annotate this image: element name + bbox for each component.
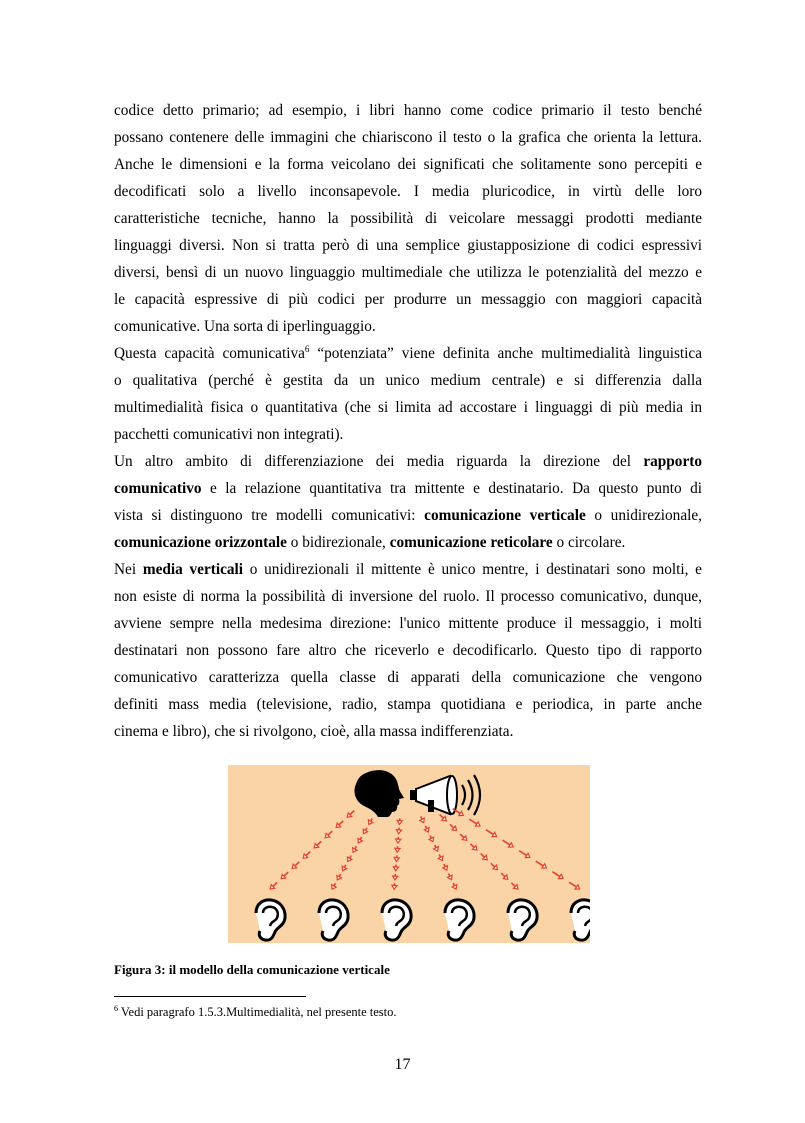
bold-term: rapporto	[643, 453, 702, 470]
vertical-communication-figure	[228, 765, 590, 943]
body-line-2: possano contenere delle immagini che chiariscono il testo o la grafica che orienta la lettura.	[114, 129, 702, 146]
figure-caption: Figura 3: il modello della comunicazione verticale	[114, 962, 390, 977]
footnote-text: Vedi paragrafo 1.5.3.Multimedialità, nel presente testo.	[118, 1005, 397, 1019]
footnote	[114, 1005, 397, 1020]
body-line-12: multimedialità fisica o quantitativa (che si limita ad accostare i linguaggi di più media in	[114, 399, 702, 416]
body-line-24: cinema e libro), che si rivolgono, cioè, alla massa indifferenziata.	[114, 723, 514, 740]
body-line-1: codice detto primario; ad esempio, i libri hanno come codice primario il testo benché	[114, 102, 702, 119]
body-line-9: comunicative. Una sorta di iperlinguaggio.	[114, 318, 376, 335]
body-line-5: caratteristiche tecniche, hanno la possibilità di veicolare messaggi prodotti mediante	[114, 210, 702, 227]
body-line-13: pacchetti comunicativi non integrati).	[114, 426, 344, 443]
footnote-number: 6	[114, 1004, 118, 1013]
bold-term: comunicazione verticale	[424, 507, 586, 524]
bold-term: comunicazione orizzontale	[114, 534, 287, 551]
body-line-16: vista si distinguono tre modelli comunicativi: comunicazione verticale o unidirezionale,	[114, 507, 702, 524]
body-line-8: le capacità espressive di più codici per produrre un messaggio con maggiori capacità	[114, 291, 702, 308]
body-line-10: Questa capacità comunicativa$^6$ “potenziata” viene definita anche multimedialità linguistica	[114, 344, 703, 362]
page-number: 17	[394, 1056, 411, 1073]
footnote-ref[interactable]: 6	[304, 344, 310, 354]
body-line-6: linguaggi diversi. Non si tratta però di una semplice giustapposizione di codici espressivi	[114, 237, 702, 254]
bold-term: comunicativo	[114, 480, 202, 497]
body-line-22: comunicativo caratterizza quella classe di apparati della comunicazione che vengono	[114, 669, 702, 686]
bold-term: media verticali	[142, 561, 244, 578]
body-line-23: definiti mass media (televisione, radio, stampa quotidiana e periodica, in parte anche	[114, 696, 702, 713]
body-line-19: non esiste di norma la possibilità di inversione del ruolo. Il processo comunicativo, dunque,	[114, 588, 702, 605]
body-line-7: diversi, bensì di un nuovo linguaggio multimediale che utilizza le potenzialità del mezzo e	[114, 264, 702, 281]
body-line-17: comunicazione orizzontale o bidirezionale, comunicazione reticolare o circolare.	[114, 534, 626, 551]
body-line-11: o qualitativa (perché è gestita da un unico medium centrale) e si differenzia dalla	[114, 372, 702, 389]
body-line-3: Anche le dimensioni e la forma veicolano dei significati che solitamente sono percepiti e	[114, 156, 702, 173]
bold-term: comunicazione reticolare	[389, 534, 553, 551]
ear-icon	[571, 900, 590, 940]
body-line-15: comunicativo e la relazione quantitativa tra mittente e destinatario. Da questo punto di	[114, 480, 702, 497]
footnote-rule	[114, 996, 306, 997]
body-line-18: Nei media verticali o unidirezionali il mittente è unico mentre, i destinatari sono molti, e	[114, 561, 702, 578]
body-line-4: decodificati solo a livello inconsapevole. I media pluricodice, in virtù delle loro	[114, 183, 702, 200]
body-line-21: destinatari non possono fare altro che riceverlo e decodificarlo. Questo tipo di rapporto	[114, 642, 702, 659]
body-line-14: Un altro ambito di differenziazione dei media riguarda la direzione del rapporto	[114, 453, 702, 470]
body-line-20: avviene sempre nella medesima direzione: l'unico mittente produce il messaggio, i molti	[114, 615, 702, 632]
